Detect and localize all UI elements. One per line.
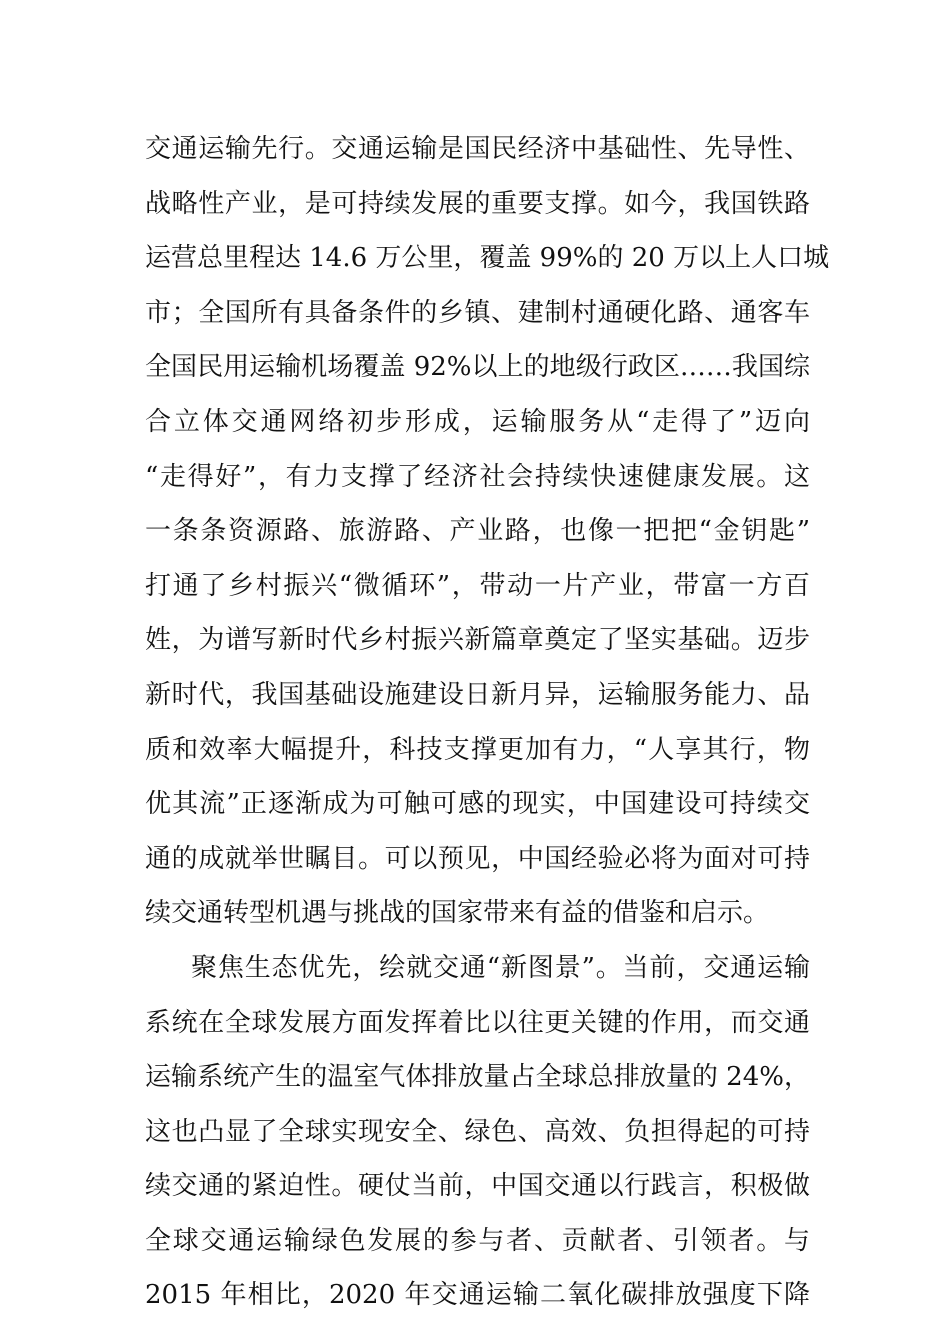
text-line: 全球交通运输绿色发展的参与者、贡献者、引领者。与 [145,1225,810,1256]
text-line: 续交通的紧迫性。硬仗当前，中国交通以行践言，积极做 [145,1171,810,1202]
text-line: 2015 年相比，2020 年交通运输二氧化碳排放强度下降 [145,1280,810,1311]
text-line: 新时代，我国基础设施建设日新月异，运输服务能力、品 [145,679,810,710]
text-line: 一条条资源路、旅游路、产业路，也像一把把“金钥匙” [145,516,810,547]
text-line: 系统在全球发展方面发挥着比以往更关键的作用，而交通 [145,1007,810,1038]
text-line: 姓，为谱写新时代乡村振兴新篇章奠定了坚实基础。迈步 [145,625,810,656]
paragraph-start-line: 聚焦生态优先，绘就交通“新图景”。当前，交通运输 [191,952,810,983]
text-line: 打通了乡村振兴“微循环”，带动一片产业，带富一方百 [145,570,810,601]
text-line: 运营总里程达 14.6 万公里，覆盖 99%的 20 万以上人口城 [145,243,830,274]
text-line: 交通运输先行。交通运输是国民经济中基础性、先导性、 [145,134,810,164]
text-line: 战略性产业，是可持续发展的重要支撑。如今，我国铁路 [145,188,810,219]
text-line: 合立体交通网络初步形成，运输服务从“走得了”迈向 [145,406,810,437]
text-line: 通的成就举世瞩目。可以预见，中国经验必将为面对可持 [145,843,810,874]
text-line: 市；全国所有具备条件的乡镇、建制村通硬化路、通客车 [145,297,810,328]
text-line: 全国民用运输机场覆盖 92%以上的地级行政区……我国综 [145,352,810,383]
text-line: 运输系统产生的温室气体排放量占全球总排放量的 24%， [145,1062,810,1093]
text-line: 质和效率大幅提升，科技支撑更加有力，“人享其行，物 [145,734,810,765]
text-line: 优其流”正逐渐成为可触可感的现实，中国建设可持续交 [145,789,810,820]
paragraph-end-line: 续交通转型机遇与挑战的国家带来有益的借鉴和启示。 [145,898,770,929]
body-text [145,122,830,1323]
text-line: “走得好”，有力支撑了经济社会持续快速健康发展。这 [145,461,810,492]
text-line: 这也凸显了全球实现安全、绿色、高效、负担得起的可持 [145,1116,810,1147]
